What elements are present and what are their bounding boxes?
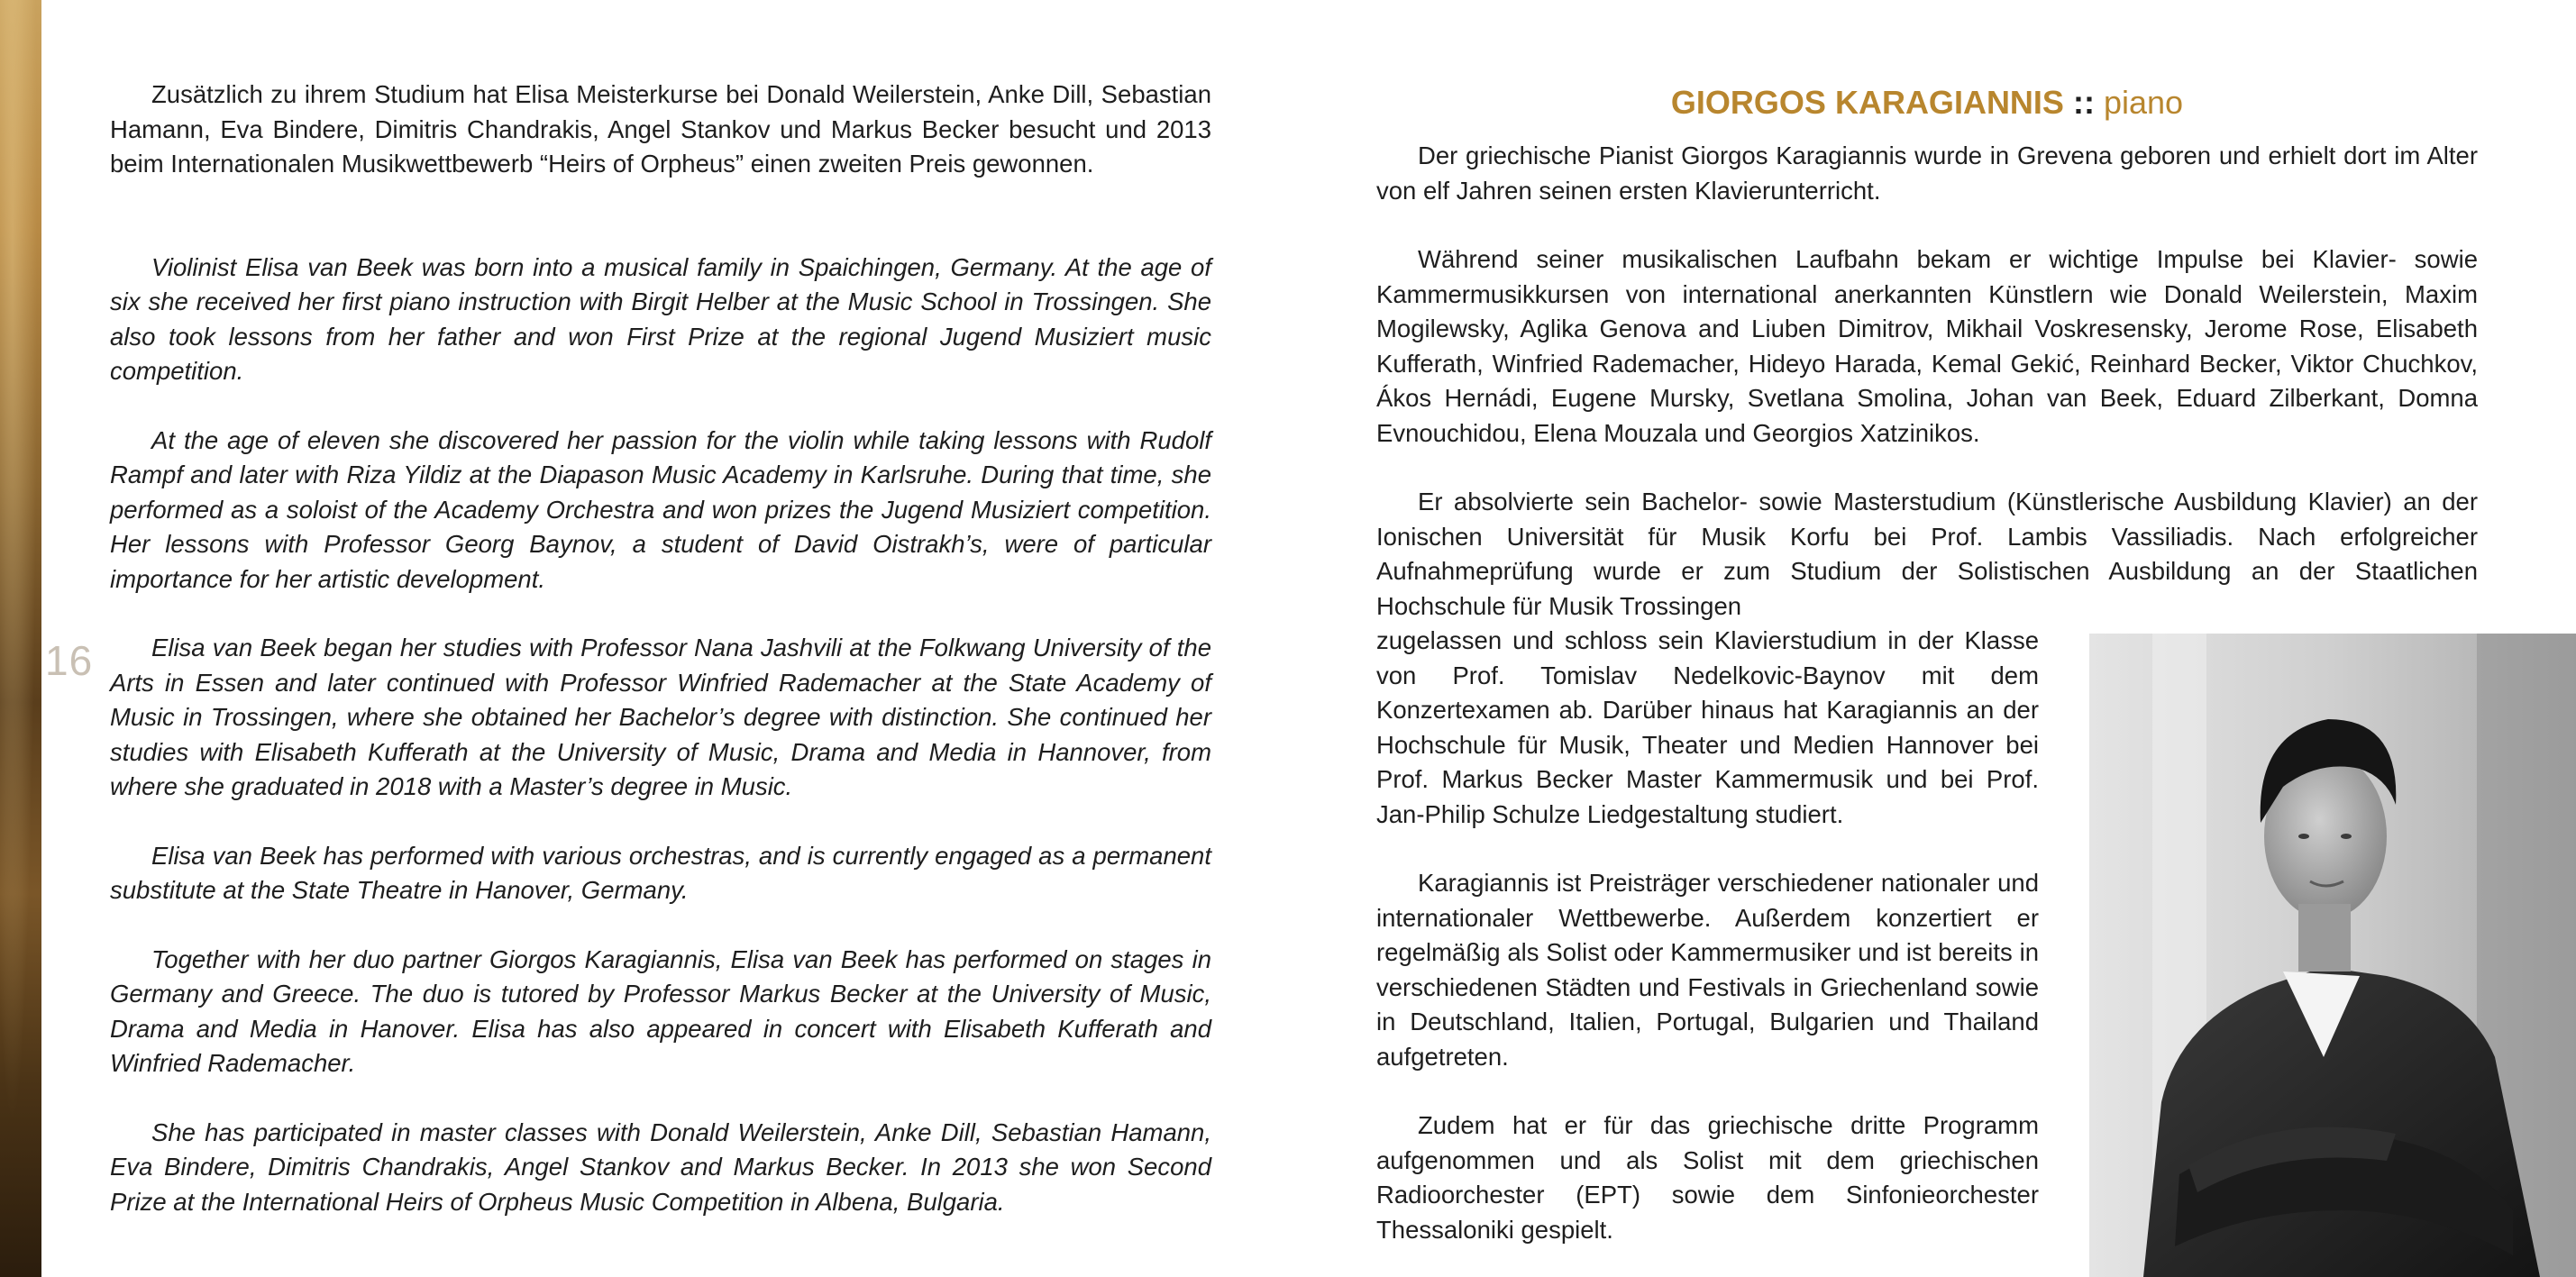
bio-paragraph-5: Zudem hat er für das griechische dritte Programm aufgenommen und als Solist mit dem griechischen Radioorchester (EPT) sowie dem Sinfonieorchester Thessaloniki gespielt. [1376,1111,2039,1244]
paragraph-en-4: Elisa van Beek has performed with various orchestras, and is currently engaged as a permanent substitute at the State Theatre in Hanover, Germany. [110,841,1211,904]
bio-paragraph-4: Karagiannis ist Preisträger verschiedener nationaler und internationaler Wettbewerbe. Außerdem konzertiert er regelmäßig als Solist oder Kammermusiker und ist bereits in verschiedenen Städten und Festivals in Griechenland sowie in Deutschland, Italien, Portugal, Bulgarien und Thailand aufgetreten. [1376,869,2039,1071]
title-separator: :: [2072,84,2095,121]
paragraph-en-2: At the age of eleven she discovered her passion for the violin while taking lessons with Rudolf Rampf and later with Riza Yildiz at the Diapason Music Academy in Karlsruhe. During that time, she performed as a soloist of the Academy Orchestra and won prizes the Jugend Musiziert competition. Her lessons with Professor Georg Baynov, a student of David Oistrakh’s, were of particular importance for her artistic development. [110,425,1211,593]
artist-name: GIORGOS KARAGIANNIS [1670,84,2064,121]
bio-paragraph-2: Während seiner musikalischen Laufbahn bekam er wichtige Impulse bei Klavier- sowie Kammermusikkursen von international anerkannten Künstlern wie Donald Weilerstein, Maxim Mogilewsky, Aglika Genova and Liuben Dimitrov, Mikhail Voskresensky, Jerome Rose, Elisabeth Kufferath, Winfried Rademacher, Hideyo Harada, Kemal Gekić, Reinhard Becker, Viktor Chuchkov, Ákos Hernádi, Eugene Mursky, Svetlana Smolina, Johan van Beek, Eduard Zilberkant, Domna Evnouchidou, Elena Mouzala und Georgios Xatzinikos. [1376,245,2478,447]
bio-paragraph-3-continued: zugelassen und schloss sein Klavierstudium in der Klasse von Prof. Tomislav Nedelkovic-Baynov mit dem Konzertexamen ab. Darüber hinaus hat Karagiannis an der Hochschule für Musik, Theater und Medien Hannover bei Prof. Markus Becker Master Kammermusik und bei Prof. Jan-Philip Schulze Liedgestaltung studiert. [1376,626,2039,828]
paragraph-en-5: Together with her duo partner Giorgos Karagiannis, Elisa van Beek has performed on stages in Germany and Greece. The duo is tutored by Professor Markus Becker at the University of Music, Drama and Media in Hanover. Elisa has also appeared in concert with Elisabeth Kufferath and Winfried Rademacher. [110,944,1211,1077]
page-number: 16 [45,637,94,684]
paragraph-en-3: Elisa van Beek began her studies with Professor Nana Jashvili at the Folkwang University of the Arts in Essen and later continued with Professor Winfried Rademacher at the State Academy of Music in Trossingen, where she obtained her Bachelor’s degree with distinction. She continued her studies with Elisabeth Kufferath at the University of Music, Drama and Media in Hannover, from where she graduated in 2018 with a Master’s degree in Music. [110,634,1211,800]
gold-edge-strip [0,0,41,1277]
paragraph-en-1: Violinist Elisa van Beek was born into a musical family in Spaichingen, Germany. At the age of six she received her first piano instruction with Birgit Helber at the Music School in Trossingen. She also took lessons from her father and won First Prize at the regional Jugend Musiziert music competition. [110,252,1211,385]
artist-portrait-photo [2089,634,2576,1277]
paragraph-en-6: She has participated in master classes with Donald Weilerstein, Anke Dill, Sebastian Hamann, Eva Bindere, Dimitris Chandrakis, Angel Stankov and Markus Becker. In 2013 she won Second Prize at the International Heirs of Orpheus Music Competition in Albena, Bulgaria. [110,1117,1211,1216]
bio-paragraph-1: Der griechische Pianist Giorgos Karagiannis wurde in Grevena geboren und erhielt dort im Alter von elf Jahren seinen ersten Klavierunterricht. [1376,141,2478,205]
paragraph-de-1: Zusätzlich zu ihrem Studium hat Elisa Meisterkurse bei Donald Weilerstein, Anke Dill, Sebastian Hamann, Eva Bindere, Dimitris Chandrakis, Angel Stankov und Markus Becker besucht und 2013 beim Internationalen Musikwettbewerb “Heirs of Orpheus” einen zweiten Preis gewonnen. [110,80,1211,178]
artist-instrument: piano [2103,84,2184,121]
left-column [110,78,1211,1219]
artist-title [1376,78,2478,128]
bio-paragraph-3: Er absolvierte sein Bachelor- sowie Masterstudium (Künstlerische Ausbildung Klavier) an der Ionischen Universität für Musik Korfu bei Prof. Lambis Vassiliadis. Nach erfolgreicher Aufnahmeprüfung wurde er zum Studium der Solistischen Ausbildung an der Staatlichen Hochschule für Musik Trossingen [1376,488,2478,620]
